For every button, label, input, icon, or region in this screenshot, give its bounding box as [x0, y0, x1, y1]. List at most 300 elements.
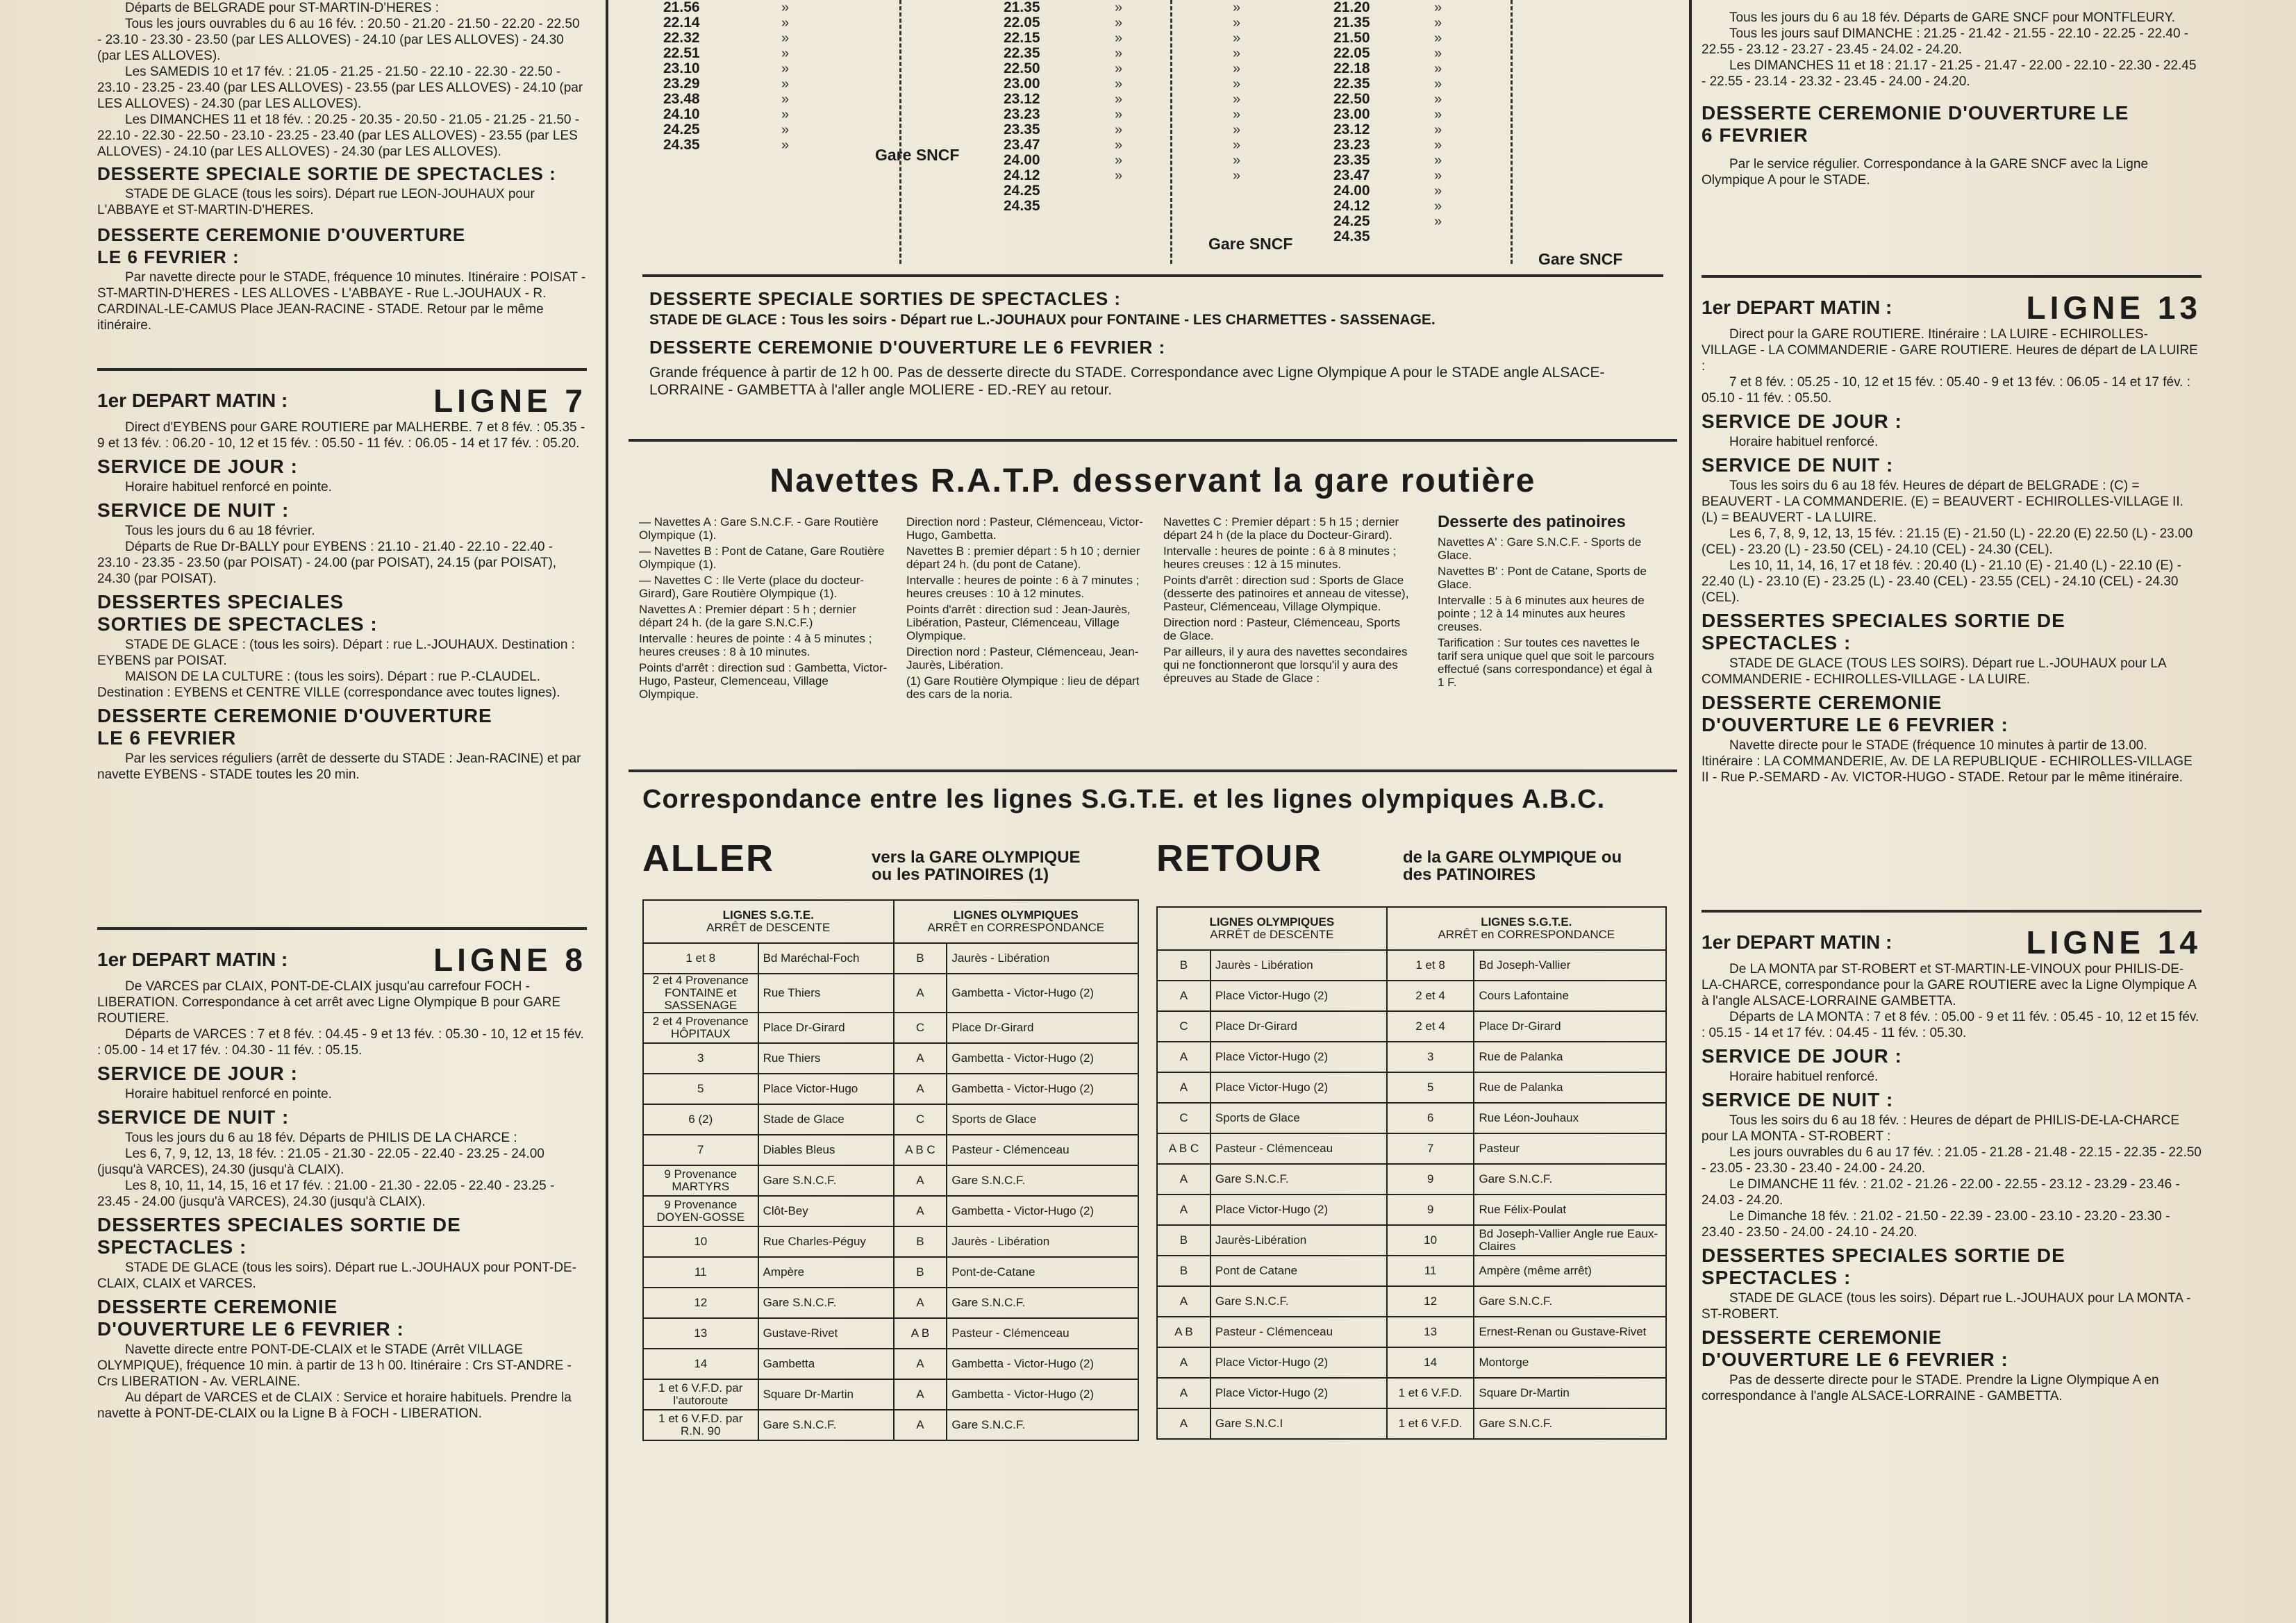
- table-cell: Place Victor-Hugo (2): [1211, 1072, 1387, 1103]
- section-text: Les 10, 11, 14, 16, 17 et 18 fév. : 20.40 (L) - 21.10 (E) - 21.40 (L) - 22.10 (E) - 22.40 (L) - 23.10 (E) - 23.25 (L) - 23.40 (CEL) - 23.55 (CEL) - 24.10 (CEL) - 24.30 (CEL).: [1702, 558, 2181, 605]
- table-cell: Square Dr-Martin: [758, 1379, 894, 1410]
- table-cell: Rue de Palanka: [1474, 1042, 1666, 1072]
- navettes-paragraph: Tarification : Sur toutes ces navettes le tarif sera unique quel que soit le parcours effectué (sans correspondance) et égal à 1 F.: [1438, 636, 1654, 689]
- section-text: De LA MONTA par ST-ROBERT et ST-MARTIN-LE-VINOUX pour PHILIS-DE-LA-CHARCE, correspondance pour la GARE ROUTIERE avec la Ligne Olympique A à l'angle ALSACE-LORRAINE GAMBETTA.: [1702, 962, 2196, 1008]
- first-departure-heading: 1er DEPART MATIN :: [97, 390, 288, 411]
- ligne-14-section: [1702, 924, 2202, 1404]
- section-heading: DESSERTES SPECIALES SORTIE DE SPECTACLES :: [1702, 1245, 2065, 1288]
- ditto-mark: »: [781, 61, 790, 76]
- departure-time: 22.51: [663, 45, 700, 61]
- table-cell: 5: [643, 1074, 758, 1104]
- departure-time: 22.50: [1333, 91, 1370, 107]
- table-row: [643, 1043, 1138, 1074]
- section-heading: SERVICE DE NUIT :: [97, 499, 290, 521]
- table-cell: Bd Joseph-Vallier Angle rue Eaux-Claires: [1474, 1225, 1666, 1256]
- table-cell: 9 Provenance DOYEN-GOSSE: [643, 1196, 758, 1226]
- ditto-mark: »: [1115, 138, 1123, 153]
- table-cell: C: [894, 1013, 947, 1043]
- table-cell: A: [1157, 1164, 1211, 1195]
- section-heading: DESSERTE CEREMONIE D'OUVERTURE LE 6 FEVRIER: [97, 705, 492, 749]
- table-cell: 9: [1387, 1164, 1474, 1195]
- table-cell: Gare S.N.C.F.: [758, 1410, 894, 1440]
- table-cell: Gare S.N.C.F.: [1474, 1286, 1666, 1317]
- table-row: [1157, 1103, 1666, 1133]
- table-cell: Rue Félix-Poulat: [1474, 1195, 1666, 1225]
- table-cell: Sports de Glace: [947, 1104, 1138, 1135]
- ditto-mark: »: [781, 76, 790, 92]
- section-text: Horaire habituel renforcé en pointe.: [125, 480, 332, 494]
- table-row: [1157, 981, 1666, 1011]
- table-cell: A: [894, 1074, 947, 1104]
- departure-time: 24.35: [1333, 228, 1370, 244]
- departure-time: 22.50: [1004, 60, 1040, 76]
- gare-sncf-label: Gare SNCF: [1538, 250, 1623, 268]
- ditto-mark: »: [1434, 31, 1442, 46]
- section-text: Horaire habituel renforcé en pointe.: [125, 1087, 332, 1101]
- departure-time: 22.05: [1333, 45, 1370, 61]
- ditto-mark: »: [781, 138, 790, 153]
- table-row: [1157, 1256, 1666, 1286]
- ligne-7-title: LIGNE 7: [433, 383, 587, 419]
- navettes-paragraph: Points d'arrêt : direction sud : Sports de Glace (desserte des patinoires et anneau de vitesse), Pasteur, Clémenceau, Village Olympique.: [1163, 574, 1409, 613]
- table-cell: A: [1157, 1042, 1211, 1072]
- retour-table: [1156, 906, 1667, 1440]
- table-cell: Gambetta - Victor-Hugo (2): [947, 974, 1138, 1013]
- ditto-mark: »: [1233, 107, 1241, 122]
- table-cell: A: [894, 1410, 947, 1440]
- table-cell: Clôt-Bey: [758, 1196, 894, 1226]
- table-cell: Gare S.N.C.F.: [758, 1165, 894, 1196]
- table-cell: Gare S.N.C.F.: [947, 1410, 1138, 1440]
- table-cell: A: [894, 1349, 947, 1379]
- table-cell: B: [1157, 1225, 1211, 1256]
- table-cell: A: [1157, 981, 1211, 1011]
- timetable-column-a: [663, 0, 700, 153]
- section-text: Direct d'EYBENS pour GARE ROUTIERE par MALHERBE. 7 et 8 fév. : 05.35 - 9 et 13 fév. : 06.20 - 10, 12 et 15 fév. : 05.50 - 11 fév. : 06.05 - 14 et 17 fév. : 05.20.: [97, 420, 585, 451]
- gare-sncf-label: Gare SNCF: [875, 146, 960, 164]
- table-cell: Gare S.N.C.F.: [1474, 1164, 1666, 1195]
- table-cell: B: [894, 943, 947, 974]
- table-cell: C: [1157, 1011, 1211, 1042]
- table-cell: Diables Bleus: [758, 1135, 894, 1165]
- ditto-mark: »: [1233, 46, 1241, 61]
- table-cell: A: [1157, 1347, 1211, 1378]
- section-divider: [629, 439, 1677, 442]
- table-cell: Gambetta - Victor-Hugo (2): [947, 1349, 1138, 1379]
- table-cell: B: [1157, 1256, 1211, 1286]
- table-cell: 9 Provenance MARTYRS: [643, 1165, 758, 1196]
- navettes-column-2: [906, 515, 1153, 704]
- section-heading: SERVICE DE JOUR :: [97, 1063, 298, 1084]
- table-cell: 7: [1387, 1133, 1474, 1164]
- table-row: [1157, 1225, 1666, 1256]
- navettes-paragraph: Intervalle : 5 à 6 minutes aux heures de pointe ; 12 à 14 minutes aux heures creuses.: [1438, 594, 1645, 633]
- table-row: [1157, 1286, 1666, 1317]
- table-cell: 14: [1387, 1347, 1474, 1378]
- table-row: [643, 1226, 1138, 1257]
- ditto-mark: »: [1434, 61, 1442, 76]
- ditto-mark: »: [1434, 107, 1442, 122]
- table-cell: C: [894, 1104, 947, 1135]
- ditto-mark: »: [781, 46, 790, 61]
- section-divider: [97, 927, 587, 930]
- departure-time: 21.56: [663, 0, 700, 15]
- table-cell: Jaurès - Libération: [947, 943, 1138, 974]
- section-text: STADE DE GLACE (tous les soirs). Départ rue LEON-JOUHAUX pour L'ABBAYE et ST-MARTIN-D'HERES.: [97, 187, 535, 217]
- table-cell: 13: [1387, 1317, 1474, 1347]
- section-text: Navette directe entre PONT-DE-CLAIX et le STADE (Arrêt VILLAGE OLYMPIQUE), fréquence 10 min. à partir de 13 h 00. Itinéraire : Crs ST-ANDRE - Crs LIBERATION - Av. VERLAINE.: [97, 1342, 572, 1389]
- departure-time: 24.25: [663, 122, 700, 138]
- section-text: Tous les soirs du 6 au 18 fév. Heures de départ de BELGRADE : (C) = BEAUVERT - LA COMMANDERIE. (E) = BEAUVERT - ECHIROLLES-VILLAGE II. (L) = BEAUVERT - LA LUIRE.: [1702, 478, 2183, 525]
- table-cell: 2 et 4: [1387, 1011, 1474, 1042]
- table-header-row: [1157, 907, 1666, 950]
- table-row: [1157, 1042, 1666, 1072]
- table-cell: 7: [643, 1135, 758, 1165]
- table-cell: Gambetta - Victor-Hugo (2): [947, 1074, 1138, 1104]
- navettes-paragraph: Navettes B' : Pont de Catane, Sports de Glace.: [1438, 565, 1647, 591]
- table-cell: Rue Thiers: [758, 1043, 894, 1074]
- table-row: [643, 974, 1138, 1013]
- table-cell: Rue Charles-Péguy: [758, 1226, 894, 1257]
- ditto-mark: »: [1434, 76, 1442, 92]
- retour-heading: RETOUR: [1156, 838, 1323, 879]
- navettes-paragraph: Navettes B : premier départ : 5 h 10 ; dernier départ 24 h. (du pont de Catane).: [906, 544, 1140, 571]
- dashed-divider: [899, 0, 901, 264]
- ditto-column: [1115, 0, 1122, 183]
- section-text: Horaire habituel renforcé.: [1729, 1069, 1879, 1084]
- table-cell: Place Dr-Girard: [1474, 1011, 1666, 1042]
- schedule-line: Les DIMANCHES 11 et 18 : 21.17 - 21.25 - 21.47 - 22.00 - 22.10 - 22.30 - 22.45 - 22.55 - 23.14 - 23.32 - 23.45 - 24.00 - 24.20.: [1702, 58, 2197, 89]
- center-column: [629, 0, 1677, 1623]
- section-text: Horaire habituel renforcé.: [1729, 435, 1879, 449]
- navettes-paragraph: Intervalle : heures de pointe : 6 à 7 minutes ; heures creuses : 10 à 12 minutes.: [906, 574, 1140, 600]
- departure-time: 22.18: [1333, 60, 1370, 76]
- section-text: Départs de Rue Dr-BALLY pour EYBENS : 21.10 - 21.40 - 22.10 - 22.40 - 23.10 - 23.35 - 23.50 (par POISAT) - 24.00 (par POISAT), 24.15 (par POISAT), 24.30 (par POISAT).: [97, 540, 557, 586]
- departure-time: 22.15: [1004, 30, 1040, 46]
- section-heading: DESSERTE CEREMONIE D'OUVERTURE LE 6 FEVRIER :: [97, 224, 466, 267]
- table-row: [1157, 1378, 1666, 1408]
- table-cell: 2 et 4 Provenance HÔPITAUX: [643, 1013, 758, 1043]
- table-cell: Pasteur - Clémenceau: [1211, 1317, 1387, 1347]
- departure-time: 24.25: [1004, 183, 1040, 199]
- section-heading: SERVICE DE NUIT :: [97, 1106, 290, 1128]
- table-row: [1157, 950, 1666, 981]
- section-text: Pas de desserte directe pour le STADE. Prendre la Ligne Olympique A en correspondance à l'angle ALSACE-LORRAINE - GAMBETTA.: [1702, 1373, 2159, 1404]
- table-cell: Gare S.N.C.F.: [1474, 1408, 1666, 1439]
- navettes-paragraph: — Navettes C : Ile Verte (place du docteur-Girard), Gare Routière Olympique (1).: [639, 574, 865, 600]
- table-cell: Gambetta - Victor-Hugo (2): [947, 1379, 1138, 1410]
- section-text: Les 6, 7, 9, 12, 13, 18 fév. : 21.05 - 21.30 - 22.05 - 22.40 - 23.25 - 24.00 (jusqu'à VARCES), 24.30 (jusqu'à CLAIX).: [97, 1147, 544, 1177]
- departure-time: 21.35: [1004, 0, 1040, 15]
- correspondance-title: Correspondance entre les lignes S.G.T.E. et les lignes olympiques A.B.C.: [642, 785, 1606, 814]
- table-cell: Place Victor-Hugo (2): [1211, 1042, 1387, 1072]
- departure-time: 23.23: [1004, 106, 1040, 122]
- section-text: Départs de VARCES : 7 et 8 fév. : 04.45 - 9 et 13 fév. : 05.30 - 10, 12 et 15 fév. : 05.00 - 14 et 17 fév. : 04.30 - 11 fév. : 05.15.: [97, 1027, 584, 1058]
- table-cell: Cours Lafontaine: [1474, 981, 1666, 1011]
- section-heading: DESSERTE SPECIALE SORTIES DE SPECTACLES :: [649, 288, 1122, 309]
- table-cell: Gare S.N.C.I: [1211, 1408, 1387, 1439]
- schedule-line: Tous les jours ouvrables du 6 au 16 fév. : 20.50 - 21.20 - 21.50 - 22.20 - 22.50 - 23.10 - 23.30 - 23.50 (par LES ALLOVES) - 24.10 (par LES ALLOVES) - 24.30 (par LES ALLOVES).: [97, 17, 580, 63]
- departure-time: 23.29: [663, 76, 700, 92]
- departure-time: 24.00: [1004, 152, 1040, 168]
- table-cell: B: [894, 1257, 947, 1288]
- section-text: Tous les soirs du 6 au 18 fév. : Heures de départ de PHILIS-DE-LA-CHARCE pour LA MONTA - ST-ROBERT :: [1702, 1113, 2180, 1144]
- belgrade-schedule: [97, 0, 587, 333]
- table-cell: Place Dr-Girard: [1211, 1011, 1387, 1042]
- table-cell: Jaurès - Libération: [947, 1226, 1138, 1257]
- table-cell: Sports de Glace: [1211, 1103, 1387, 1133]
- ditto-mark: »: [1115, 168, 1123, 183]
- table-cell: 14: [643, 1349, 758, 1379]
- departure-time: 22.05: [1004, 15, 1040, 31]
- departure-time: 24.12: [1004, 167, 1040, 183]
- schedule-line: Tous les jours sauf DIMANCHE : 21.25 - 21.42 - 21.55 - 22.10 - 22.25 - 22.40 - 22.55 - 23.12 - 23.27 - 23.45 - 24.02 - 24.20.: [1702, 26, 2189, 57]
- table-cell: 9: [1387, 1195, 1474, 1225]
- navettes-paragraph: Navettes A : Premier départ : 5 h ; dernier départ 24 h. (de la gare S.N.C.F.): [639, 603, 856, 629]
- patinoires-text: [1438, 535, 1660, 689]
- table-cell: Place Victor-Hugo (2): [1211, 1347, 1387, 1378]
- table-cell: 2 et 4 Provenance FONTAINE et SASSENAGE: [643, 974, 758, 1013]
- table-row: [643, 1135, 1138, 1165]
- table-cell: 10: [1387, 1225, 1474, 1256]
- ditto-mark: »: [1115, 15, 1123, 31]
- table-row: [643, 1379, 1138, 1410]
- navettes-column-4: [1438, 515, 1660, 692]
- section-text: STADE DE GLACE (TOUS LES SOIRS). Départ rue L.-JOUHAUX pour LA COMMANDERIE - ECHIROLLES-VILLAGE - LA LUIRE.: [1702, 656, 2166, 687]
- timetable-column-b: [1004, 0, 1040, 214]
- table-row: [643, 1013, 1138, 1043]
- column-divider-right: [1689, 0, 1692, 1623]
- table-cell: A: [1157, 1072, 1211, 1103]
- table-cell: 3: [1387, 1042, 1474, 1072]
- section-heading: DESSERTE SPECIALE SORTIE DE SPECTACLES :: [97, 163, 556, 184]
- column-group-header: LIGNES S.G.T.E. ARRÊT en CORRESPONDANCE: [1387, 907, 1666, 950]
- section-text: Les 8, 10, 11, 14, 15, 16 et 17 fév. : 21.00 - 21.30 - 22.05 - 22.40 - 23.25 - 23.45 - 24.00 (jusqu'à VARCES), 24.30 (jusqu'à CLAIX).: [97, 1179, 555, 1209]
- departure-time: 24.12: [1333, 198, 1370, 214]
- section-heading: SERVICE DE JOUR :: [97, 456, 298, 477]
- section-heading: DESSERTES SPECIALES SORTIE DE SPECTACLES :: [97, 1214, 461, 1258]
- schedule-line: Les DIMANCHES 11 et 18 fév. : 20.25 - 20.35 - 20.50 - 21.05 - 21.25 - 21.50 - 22.10 - 22.30 - 22.50 - 23.10 - 23.25 - 23.40 (par LES ALLOVES) - 23.55 (par LES ALLOVES) - 24.10 (par LES ALLOVES) - 24.30 (par LES ALLOVES).: [97, 113, 580, 159]
- ditto-mark: »: [1115, 61, 1123, 76]
- departure-time: 22.32: [663, 30, 700, 46]
- departure-time: 23.23: [1333, 137, 1370, 153]
- table-cell: 11: [1387, 1256, 1474, 1286]
- section-heading: DESSERTE CEREMONIE D'OUVERTURE LE 6 FEVRIER :: [97, 1296, 404, 1340]
- table-cell: C: [1157, 1103, 1211, 1133]
- section-text: Par navette directe pour le STADE, fréquence 10 minutes. Itinéraire : POISAT - ST-MARTIN-D'HERES - LES ALLOVES - L'ABBAYE - Rue L.-JOUHAUX - R. CARDINAL-LE-CAMUS Place JEAN-RACINE - STADE. Retour par le même itinéraire.: [97, 270, 586, 333]
- section-heading: DESSERTE CEREMONIE D'OUVERTURE LE 6 FEVRIER: [1702, 102, 2129, 146]
- departure-time: 22.35: [1004, 45, 1040, 61]
- dashed-divider: [1170, 0, 1172, 264]
- table-cell: Gare S.N.C.F.: [758, 1288, 894, 1318]
- night-timetable: [629, 0, 1677, 278]
- departure-time: 24.10: [663, 106, 700, 122]
- table-row: [643, 1349, 1138, 1379]
- montfleury-schedule: [1702, 10, 2202, 188]
- ditto-mark: »: [1434, 46, 1442, 61]
- table-cell: 6: [1387, 1103, 1474, 1133]
- section-text: Navette directe pour le STADE (fréquence 10 minutes à partir de 13.00. Itinéraire : LA COMMANDERIE, Av. DE LA REPUBLIQUE - ECHIROLLES-VILLAGE II - Rue P.-SEMARD - Av. VICTOR-HUGO - STADE. Retour par le même itinéraire.: [1702, 738, 2193, 785]
- departure-time: 21.20: [1333, 0, 1370, 15]
- ditto-mark: »: [781, 107, 790, 122]
- departure-time: 23.48: [663, 91, 700, 107]
- section-text: 7 et 8 fév. : 05.25 - 10, 12 et 15 fév. : 05.40 - 9 et 13 fév. : 06.05 - 14 et 17 fév. : 05.10 - 11 fév. : 05.50.: [1702, 375, 2191, 406]
- table-row: [643, 1104, 1138, 1135]
- table-row: [1157, 1133, 1666, 1164]
- table-cell: Gare S.N.C.F.: [947, 1288, 1138, 1318]
- table-cell: Place Dr-Girard: [947, 1013, 1138, 1043]
- table-cell: 1 et 6 V.F.D.: [1387, 1408, 1474, 1439]
- column-divider-left: [606, 0, 608, 1623]
- ditto-mark: »: [1233, 15, 1241, 31]
- table-cell: 1 et 8: [1387, 950, 1474, 981]
- table-cell: 5: [1387, 1072, 1474, 1103]
- table-cell: Square Dr-Martin: [1474, 1378, 1666, 1408]
- schedule-line: Les SAMEDIS 10 et 17 fév. : 21.05 - 21.25 - 21.50 - 22.10 - 22.30 - 22.50 - 23.10 - 23.25 - 23.40 (par LES ALLOVES) - 23.55 (par LES ALLOVES) - 24.10 (par LES ALLOVES) - 24.30 (par LES ALLOVES).: [97, 65, 583, 111]
- table-header-row: [643, 900, 1138, 943]
- ditto-mark: »: [1115, 92, 1123, 107]
- section-divider: [629, 769, 1677, 772]
- table-cell: 3: [643, 1043, 758, 1074]
- section-heading: DESSERTES SPECIALES SORTIES DE SPECTACLES :: [97, 591, 378, 635]
- navettes-paragraph: Points d'arrêt : direction sud : Gambetta, Victor-Hugo, Pasteur, Clemenceau, Village Olympique.: [639, 661, 888, 701]
- patinoires-heading: Desserte des patinoires: [1438, 513, 1626, 531]
- ditto-mark: »: [1115, 122, 1123, 138]
- departure-time: 23.35: [1333, 152, 1370, 168]
- table-row: [643, 1196, 1138, 1226]
- ditto-column: [1233, 0, 1240, 183]
- navettes-paragraph: Direction nord : Pasteur, Clémenceau, Jean-Jaurès, Libération.: [906, 645, 1139, 672]
- section-heading: SERVICE DE JOUR :: [1702, 1045, 1902, 1067]
- retour-subheading: de la GARE OLYMPIQUE ou des PATINOIRES: [1403, 848, 1622, 884]
- table-cell: Rue de Palanka: [1474, 1072, 1666, 1103]
- ditto-mark: »: [1434, 122, 1442, 138]
- table-cell: 6 (2): [643, 1104, 758, 1135]
- table-cell: A: [894, 1165, 947, 1196]
- ditto-mark: »: [1115, 0, 1123, 15]
- ligne-13-title: LIGNE 13: [2026, 290, 2202, 326]
- table-row: [1157, 1011, 1666, 1042]
- table-cell: A: [1157, 1378, 1211, 1408]
- table-cell: Stade de Glace: [758, 1104, 894, 1135]
- section-text: Grande fréquence à partir de 12 h 00. Pas de desserte directe du STADE. Correspondance avec Ligne Olympique A pour le STADE angle ALSACE-LORRAINE - GAMBETTA à l'aller angle MOLIERE - ED.-REY au retour.: [649, 365, 1605, 398]
- table-cell: Jaurès - Libération: [1211, 950, 1387, 981]
- navettes-paragraph: Par ailleurs, il y aura des navettes secondaires qui ne fonctionneront que lorsqu'il y aura des épreuves au Stade de Glace :: [1163, 645, 1408, 685]
- ditto-mark: »: [1115, 46, 1123, 61]
- departure-time: 24.35: [663, 137, 700, 153]
- table-cell: A: [894, 1043, 947, 1074]
- table-cell: A B: [894, 1318, 947, 1349]
- ditto-mark: »: [1233, 153, 1241, 168]
- departure-time: 21.50: [1333, 30, 1370, 46]
- schedule-line: Départs de BELGRADE pour ST-MARTIN-D'HERES :: [125, 1, 440, 15]
- table-cell: Jaurès-Libération: [1211, 1225, 1387, 1256]
- ditto-mark: »: [1233, 0, 1241, 15]
- section-heading: SERVICE DE JOUR :: [1702, 410, 1902, 432]
- ligne-14-title: LIGNE 14: [2026, 924, 2202, 960]
- departure-time: 22.14: [663, 15, 700, 31]
- table-cell: Pasteur - Clémenceau: [1211, 1133, 1387, 1164]
- ligne-8-section: [97, 941, 587, 1422]
- table-cell: A: [1157, 1195, 1211, 1225]
- section-text: Tous les jours du 6 au 18 fév. Départs de PHILIS DE LA CHARCE :: [125, 1131, 517, 1145]
- table-cell: Montorge: [1474, 1347, 1666, 1378]
- ditto-mark: »: [1434, 15, 1442, 31]
- table-cell: Rue Thiers: [758, 974, 894, 1013]
- table-cell: Gare S.N.C.F.: [1211, 1164, 1387, 1195]
- table-row: [1157, 1347, 1666, 1378]
- table-cell: Gambetta: [758, 1349, 894, 1379]
- table-cell: 13: [643, 1318, 758, 1349]
- table-cell: Bd Joseph-Vallier: [1474, 950, 1666, 981]
- table-cell: Gare S.N.C.F.: [947, 1165, 1138, 1196]
- navettes-paragraph: Navettes A' : Gare S.N.C.F. - Sports de Glace.: [1438, 535, 1642, 562]
- departure-time: 23.47: [1004, 137, 1040, 153]
- navettes-title: Navettes R.A.T.P. desservant la gare routière: [770, 463, 1536, 499]
- table-row: [1157, 1317, 1666, 1347]
- ditto-column: [781, 0, 789, 153]
- section-heading: DESSERTE CEREMONIE D'OUVERTURE LE 6 FEVRIER :: [1702, 1326, 2008, 1370]
- table-cell: Gambetta - Victor-Hugo (2): [947, 1043, 1138, 1074]
- table-cell: A: [894, 1196, 947, 1226]
- column-group-header: LIGNES S.G.T.E. ARRÊT de DESCENTE: [643, 900, 894, 943]
- table-row: [643, 1318, 1138, 1349]
- departure-time: 24.35: [1004, 198, 1040, 214]
- section-text: MAISON DE LA CULTURE : (tous les soirs). Départ : rue P.-CLAUDEL. Destination : EYBENS et CENTRE VILLE (correspondance avec toutes lignes).: [97, 669, 560, 700]
- table-cell: 12: [643, 1288, 758, 1318]
- table-cell: Place Victor-Hugo (2): [1211, 1378, 1387, 1408]
- departure-time: 23.10: [663, 60, 700, 76]
- table-cell: Ampère: [758, 1257, 894, 1288]
- table-cell: A: [894, 974, 947, 1013]
- section-text: STADE DE GLACE : Tous les soirs - Départ rue L.-JOUHAUX pour FONTAINE - LES CHARMETTES - SASSENAGE.: [649, 312, 1436, 328]
- section-text: Le Dimanche 18 fév. : 21.02 - 21.50 - 22.39 - 23.00 - 23.10 - 23.20 - 23.30 - 23.40 - 23.50 - 24.00 - 24.10 - 24.20.: [1702, 1209, 2170, 1240]
- table-cell: A: [1157, 1408, 1211, 1439]
- ditto-mark: »: [1233, 92, 1241, 107]
- ditto-mark: »: [781, 0, 790, 15]
- ditto-mark: »: [1233, 138, 1241, 153]
- table-cell: Pont de Catane: [1211, 1256, 1387, 1286]
- departure-time: 23.12: [1333, 122, 1370, 138]
- table-cell: Pont-de-Catane: [947, 1257, 1138, 1288]
- ditto-mark: »: [1115, 107, 1123, 122]
- ditto-mark: »: [1434, 183, 1442, 199]
- ditto-mark: »: [1434, 153, 1442, 168]
- table-cell: 1 et 6 V.F.D.: [1387, 1378, 1474, 1408]
- ligne-7-section: [97, 382, 587, 783]
- table-cell: Ernest-Renan ou Gustave-Rivet: [1474, 1317, 1666, 1347]
- section-text: Départs de LA MONTA : 7 et 8 fév. : 05.00 - 9 et 11 fév. : 05.45 - 10, 12 et 15 fév. : 05.15 - 14 et 17 fév. : 04.45 - 11 fév. : 05.30.: [1702, 1010, 2199, 1040]
- section-text: Direct pour la GARE ROUTIERE. Itinéraire : LA LUIRE - ECHIROLLES-VILLAGE - LA COMMANDERIE - GARE ROUTIERE. Heures de départ de LA LUIRE :: [1702, 327, 2198, 374]
- section-text: Par le service régulier. Correspondance à la GARE SNCF avec la Ligne Olympique A pour le STADE.: [1702, 157, 2149, 188]
- table-cell: Gambetta - Victor-Hugo (2): [947, 1196, 1138, 1226]
- table-cell: Place Victor-Hugo: [758, 1074, 894, 1104]
- section-text: STADE DE GLACE (tous les soirs). Départ rue L.-JOUHAUX pour LA MONTA - ST-ROBERT.: [1702, 1291, 2191, 1322]
- ditto-mark: »: [1434, 92, 1442, 107]
- table-row: [643, 1410, 1138, 1440]
- right-column: [1702, 0, 2202, 1623]
- ditto-mark: »: [781, 122, 790, 138]
- departure-time: 22.35: [1333, 76, 1370, 92]
- ditto-mark: »: [1434, 138, 1442, 153]
- table-row: [1157, 1408, 1666, 1439]
- table-cell: Bd Maréchal-Foch: [758, 943, 894, 974]
- table-cell: Gustave-Rivet: [758, 1318, 894, 1349]
- navettes-paragraph: — Navettes B : Pont de Catane, Gare Routière Olympique (1).: [639, 544, 885, 571]
- ditto-mark: »: [1115, 31, 1123, 46]
- first-departure-heading: 1er DEPART MATIN :: [97, 949, 288, 970]
- navettes-paragraph: Direction nord : Pasteur, Clémenceau, Victor-Hugo, Gambetta.: [906, 515, 1143, 542]
